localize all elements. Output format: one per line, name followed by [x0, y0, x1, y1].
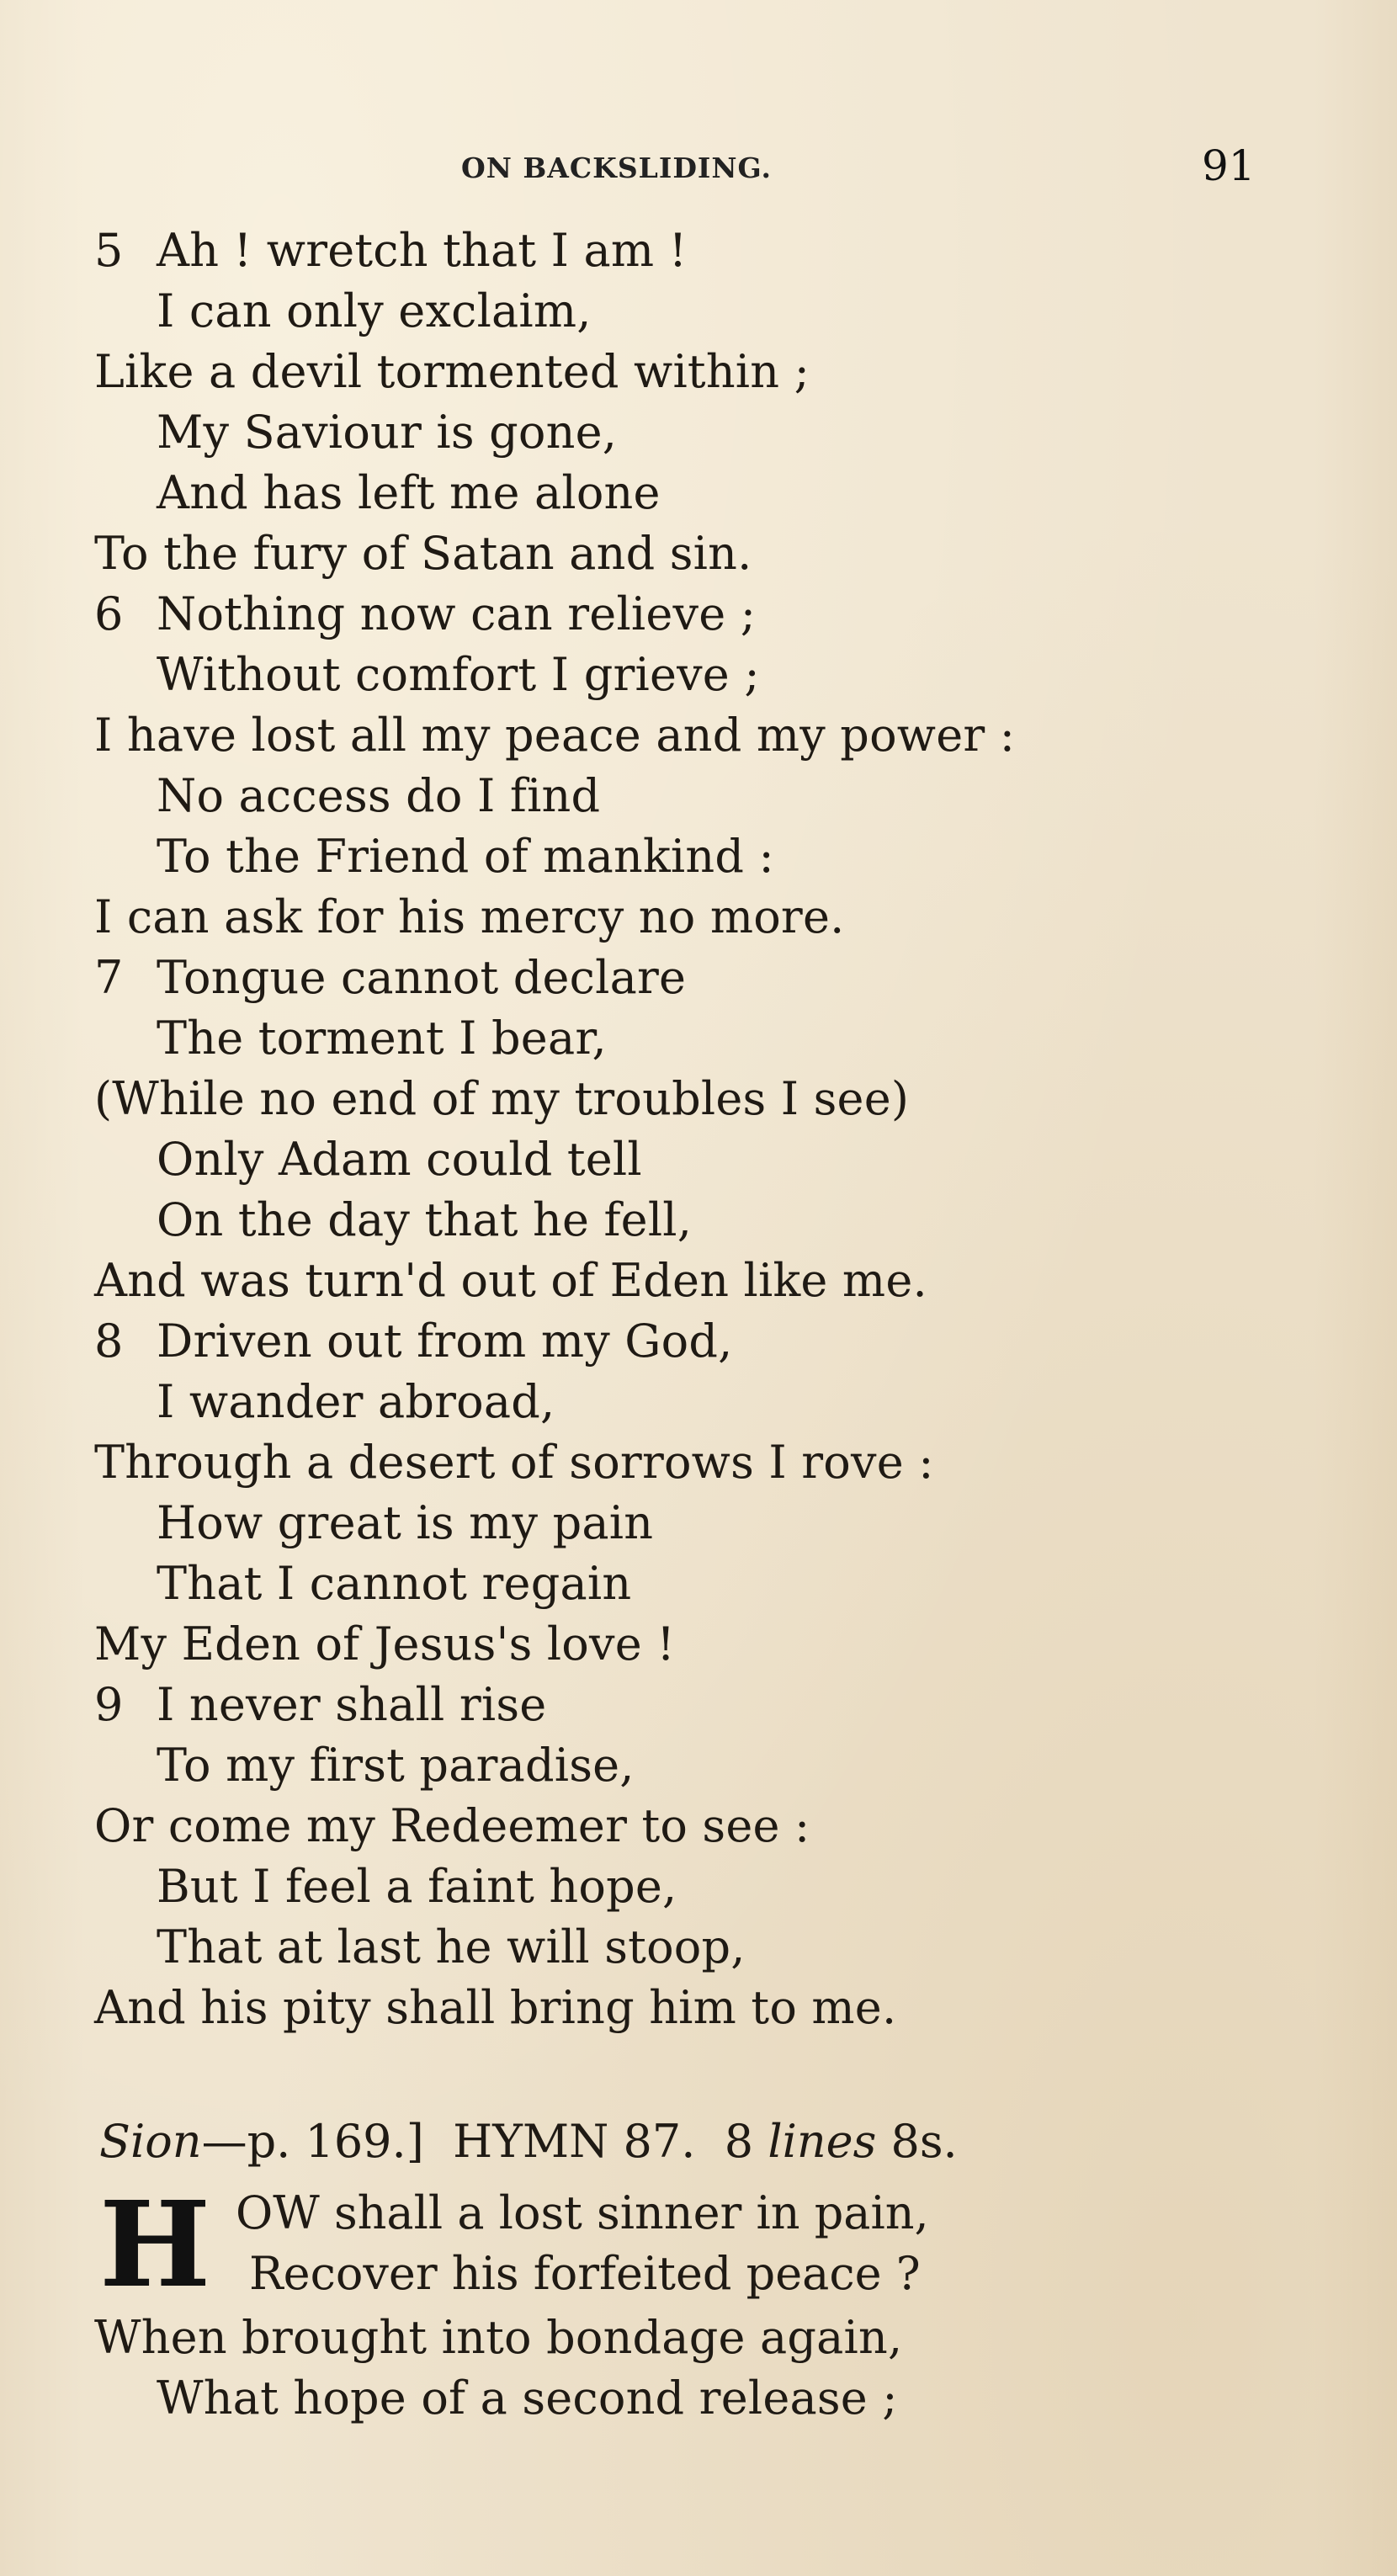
verse-line: No access do I find: [157, 769, 601, 822]
hymn-heading: [99, 2108, 958, 2175]
verse-line: Through a desert of sorrows I rove :: [94, 1436, 934, 1489]
drop-cap: H: [99, 2176, 211, 2314]
verse-line: To my first paradise,: [157, 1739, 635, 1792]
verse-line: I can only exclaim,: [157, 284, 592, 337]
stanza-number: 7: [94, 951, 124, 1004]
hymn-meter-word: lines: [768, 2115, 877, 2168]
verse-line: OW shall a lost sinner in pain,: [236, 2186, 929, 2239]
hymn-meter-count: 8: [724, 2115, 754, 2168]
verse-text: I never shall rise: [157, 1678, 547, 1731]
verse-line: On the day that he fell,: [157, 1193, 693, 1246]
stanza-number: 8: [94, 1315, 124, 1368]
hymn-verses: [94, 220, 1340, 2038]
verse-line: To the fury of Satan and sin.: [94, 527, 752, 580]
hymn-source: Sion: [99, 2115, 202, 2168]
hymn-87-text: [94, 2176, 1340, 2429]
verse-line: Recover his forfeited peace ?: [249, 2247, 921, 2300]
stanza-number: 9: [94, 1678, 124, 1731]
verse-line: [94, 1311, 1340, 1372]
verse-line: But I feel a faint hope,: [157, 1860, 677, 1913]
verse-text: Ah ! wretch that I am !: [157, 224, 688, 277]
running-head: ON BACKSLIDING.: [461, 151, 773, 184]
verse-line: The torment I bear,: [157, 1012, 607, 1065]
stanza: [94, 1675, 1340, 2038]
verse-line: [94, 1675, 1340, 1735]
verse-line: Like a devil tormented within ;: [94, 345, 810, 398]
stanza: [94, 220, 1340, 584]
verse-line: My Eden of Jesus's love !: [94, 1617, 676, 1670]
verse-line: That I cannot regain: [157, 1557, 632, 1610]
verse-text: Driven out from my God,: [157, 1315, 733, 1368]
verse-line: Only Adam could tell: [157, 1133, 642, 1186]
verse-line: [94, 220, 1340, 281]
hymn-meter-suffix: 8s.: [890, 2115, 958, 2168]
verse-line: Without comfort I grieve ;: [157, 648, 760, 701]
dropcap-lines: [94, 2176, 1340, 2314]
verse-line: When brought into bondage again,: [94, 2311, 903, 2364]
verse-line: To the Friend of mankind :: [157, 830, 774, 883]
verse-line: My Saviour is gone,: [157, 406, 618, 459]
verse-line: I can ask for his mercy no more.: [94, 890, 845, 943]
verse-line: [94, 584, 1340, 645]
verse-text: Nothing now can relieve ;: [157, 587, 757, 640]
verse-line: What hope of a second release ;: [157, 2372, 898, 2425]
verse-line: I have lost all my peace and my power :: [94, 709, 1016, 762]
verse-line: That at last he will stoop,: [157, 1920, 746, 1973]
verse-line: I wander abroad,: [157, 1375, 555, 1428]
hymn-title: HYMN 87.: [453, 2115, 696, 2168]
verse-line: And was turn'd out of Eden like me.: [94, 1254, 927, 1307]
stanza-number: 5: [94, 224, 124, 277]
page-header: [0, 141, 1397, 200]
stanza: [94, 584, 1340, 948]
verse-line: How great is my pain: [157, 1496, 654, 1549]
verse-text: Tongue cannot declare: [157, 951, 687, 1004]
verse-line: And his pity shall bring him to me.: [94, 1981, 897, 2034]
stanza: [94, 948, 1340, 1311]
stanza: [94, 1311, 1340, 1675]
verse-line: (While no end of my troubles I see): [94, 1072, 910, 1125]
page-number: 91: [1202, 141, 1256, 190]
stanza-number: 6: [94, 587, 124, 640]
verse-line: And has left me alone: [157, 466, 661, 519]
verse-line: [94, 948, 1340, 1008]
hymn-source-ref: —p. 169.]: [201, 2115, 424, 2168]
verse-line: Or come my Redeemer to see :: [94, 1799, 810, 1852]
